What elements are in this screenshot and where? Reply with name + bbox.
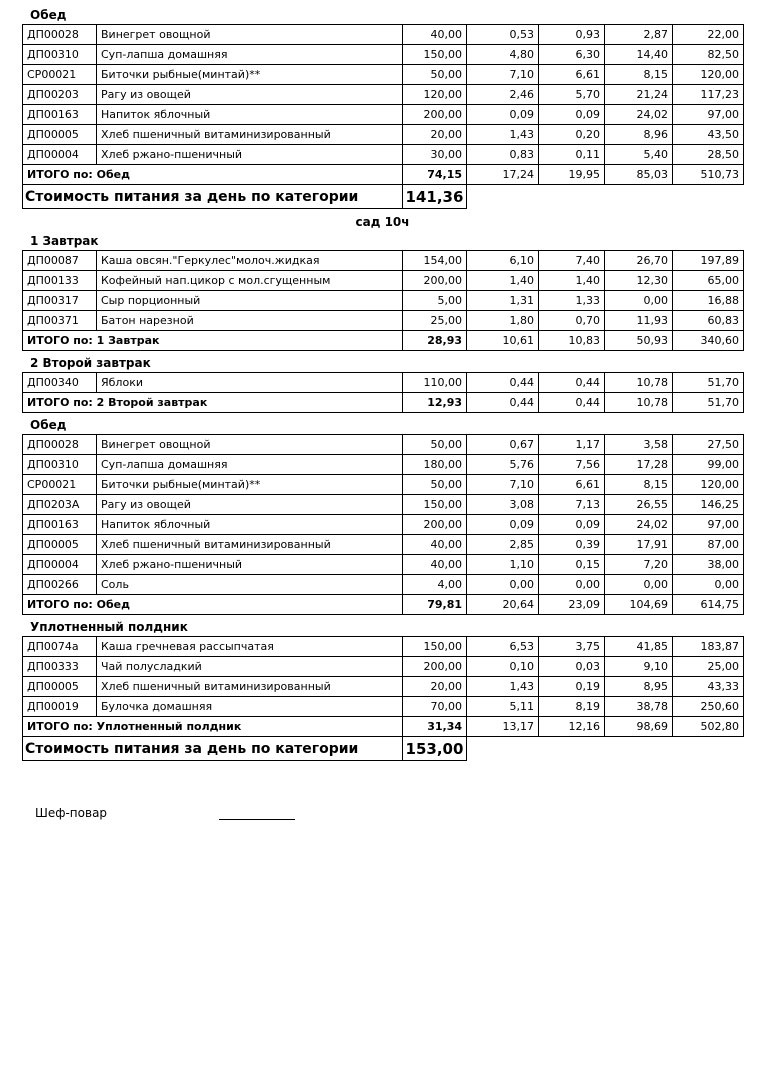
dish-row (23, 475, 744, 495)
menu-table (22, 372, 744, 413)
dish-code: ДП00004 (23, 555, 97, 575)
dish-name: Суп-лапша домашняя (97, 455, 403, 475)
dish-value: 99,00 (673, 455, 744, 475)
dish-code: ДП00333 (23, 657, 97, 677)
section-total-row (23, 595, 744, 615)
section-total-value: 51,70 (673, 393, 744, 413)
dish-value: 20,00 (403, 677, 467, 697)
dish-value: 87,00 (673, 535, 744, 555)
dish-value: 110,00 (403, 373, 467, 393)
dish-name: Соль (97, 575, 403, 595)
dish-value: 150,00 (403, 495, 467, 515)
dish-value: 5,76 (467, 455, 539, 475)
menu-sections-bottom (22, 234, 757, 737)
dish-name: Рагу из овощей (97, 85, 403, 105)
section-total-value: 13,17 (467, 717, 539, 737)
dish-value: 6,53 (467, 637, 539, 657)
section-total-value: 79,81 (403, 595, 467, 615)
dish-value: 6,61 (539, 65, 605, 85)
dish-name: Биточки рыбные(минтай)** (97, 65, 403, 85)
dish-value: 120,00 (673, 65, 744, 85)
section-total-label: ИТОГО по: Обед (23, 595, 403, 615)
dish-value: 5,00 (403, 291, 467, 311)
dish-row (23, 435, 744, 455)
dish-value: 0,00 (467, 575, 539, 595)
dish-row (23, 65, 744, 85)
dish-value: 40,00 (403, 535, 467, 555)
dish-value: 51,70 (673, 373, 744, 393)
section-title: Обед (30, 8, 67, 22)
section-total-value: 12,93 (403, 393, 467, 413)
dish-row (23, 45, 744, 65)
dish-code: ДП00317 (23, 291, 97, 311)
section-title: 2 Второй завтрак (30, 356, 151, 370)
dish-value: 3,58 (605, 435, 673, 455)
section-total-row (23, 393, 744, 413)
dish-code: ДП00133 (23, 271, 97, 291)
section-total-row (23, 165, 744, 185)
dish-value: 27,50 (673, 435, 744, 455)
dish-name: Биточки рыбные(минтай)** (97, 475, 403, 495)
chef-label: Шеф-повар (35, 806, 108, 820)
day-cost-table-2 (22, 736, 467, 761)
dish-value: 150,00 (403, 45, 467, 65)
dish-value: 8,96 (605, 125, 673, 145)
day-cost-value: 153,00 (403, 737, 467, 761)
section-title: Обед (30, 418, 67, 432)
dish-row (23, 555, 744, 575)
day-cost-label: Стоимость питания за день по категории (23, 737, 403, 761)
section-total-value: 74,15 (403, 165, 467, 185)
dish-value: 97,00 (673, 515, 744, 535)
dish-value: 146,25 (673, 495, 744, 515)
section-total-value: 85,03 (605, 165, 673, 185)
dish-value: 40,00 (403, 555, 467, 575)
section-total-value: 31,34 (403, 717, 467, 737)
dish-value: 7,20 (605, 555, 673, 575)
dish-value: 1,80 (467, 311, 539, 331)
dish-code: ДП00163 (23, 105, 97, 125)
dish-value: 0,67 (467, 435, 539, 455)
menu-table (22, 24, 744, 185)
dish-value: 200,00 (403, 657, 467, 677)
dish-code: ДП00203 (23, 85, 97, 105)
dish-name: Каша гречневая рассыпчатая (97, 637, 403, 657)
dish-row (23, 291, 744, 311)
section-total-value: 10,61 (467, 331, 539, 351)
dish-value: 6,61 (539, 475, 605, 495)
dish-value: 0,53 (467, 25, 539, 45)
dish-code: СР00021 (23, 475, 97, 495)
dish-code: ДП00310 (23, 45, 97, 65)
dish-value: 200,00 (403, 515, 467, 535)
dish-value: 22,00 (673, 25, 744, 45)
dish-value: 2,87 (605, 25, 673, 45)
dish-value: 197,89 (673, 251, 744, 271)
dish-value: 1,10 (467, 555, 539, 575)
menu-table (22, 250, 744, 351)
dish-row (23, 271, 744, 291)
menu-sections-top (22, 8, 757, 185)
dish-name: Винегрет овощной (97, 25, 403, 45)
section-total-value: 12,16 (539, 717, 605, 737)
dish-name: Чай полусладкий (97, 657, 403, 677)
dish-name: Сыр порционный (97, 291, 403, 311)
menu-table (22, 434, 744, 615)
dish-value: 60,83 (673, 311, 744, 331)
dish-value: 82,50 (673, 45, 744, 65)
dish-value: 0,09 (539, 515, 605, 535)
day-cost-row (23, 737, 467, 761)
dish-value: 0,20 (539, 125, 605, 145)
dish-value: 0,70 (539, 311, 605, 331)
dish-value: 180,00 (403, 455, 467, 475)
dish-value: 1,40 (467, 271, 539, 291)
dish-code: ДП00087 (23, 251, 97, 271)
dish-value: 7,40 (539, 251, 605, 271)
section-total-value: 28,93 (403, 331, 467, 351)
dish-value: 16,88 (673, 291, 744, 311)
dish-value: 41,85 (605, 637, 673, 657)
section-total-value: 510,73 (673, 165, 744, 185)
dish-code: СР00021 (23, 65, 97, 85)
dish-value: 150,00 (403, 637, 467, 657)
dish-code: ДП00266 (23, 575, 97, 595)
section-total-value: 614,75 (673, 595, 744, 615)
dish-name: Хлеб ржано-пшеничный (97, 555, 403, 575)
section-title: Уплотненный полдник (30, 620, 188, 634)
dish-name: Кофейный нап.цикор с мол.сгущенным (97, 271, 403, 291)
dish-value: 6,30 (539, 45, 605, 65)
dish-name: Винегрет овощной (97, 435, 403, 455)
dish-row (23, 251, 744, 271)
dish-row (23, 495, 744, 515)
dish-value: 5,70 (539, 85, 605, 105)
section-total-value: 10,78 (605, 393, 673, 413)
dish-code: ДП00028 (23, 25, 97, 45)
dish-value: 0,15 (539, 555, 605, 575)
dish-value: 0,00 (539, 575, 605, 595)
dish-code: ДП0203А (23, 495, 97, 515)
dish-value: 8,15 (605, 475, 673, 495)
dish-value: 17,28 (605, 455, 673, 475)
dish-row (23, 575, 744, 595)
dish-value: 5,11 (467, 697, 539, 717)
dish-value: 50,00 (403, 435, 467, 455)
dish-value: 3,75 (539, 637, 605, 657)
dish-value: 0,09 (467, 105, 539, 125)
dish-row (23, 637, 744, 657)
dish-row (23, 25, 744, 45)
dish-value: 70,00 (403, 697, 467, 717)
section-total-value: 19,95 (539, 165, 605, 185)
dish-row (23, 515, 744, 535)
dish-value: 7,10 (467, 475, 539, 495)
dish-value: 0,11 (539, 145, 605, 165)
dish-name: Хлеб пшеничный витаминизированный (97, 535, 403, 555)
dish-value: 0,09 (539, 105, 605, 125)
dish-code: ДП00163 (23, 515, 97, 535)
dish-value: 17,91 (605, 535, 673, 555)
dish-code: ДП00310 (23, 455, 97, 475)
dish-value: 4,00 (403, 575, 467, 595)
dish-name: Рагу из овощей (97, 495, 403, 515)
dish-row (23, 657, 744, 677)
dish-value: 38,00 (673, 555, 744, 575)
dish-value: 0,00 (605, 291, 673, 311)
dish-value: 11,93 (605, 311, 673, 331)
dish-value: 2,46 (467, 85, 539, 105)
dish-row (23, 311, 744, 331)
section-total-value: 10,83 (539, 331, 605, 351)
signature-line (219, 805, 295, 820)
dish-value: 2,85 (467, 535, 539, 555)
dish-value: 0,39 (539, 535, 605, 555)
menu-table (22, 636, 744, 737)
dish-value: 154,00 (403, 251, 467, 271)
section-total-label: ИТОГО по: 1 Завтрак (23, 331, 403, 351)
dish-value: 50,00 (403, 65, 467, 85)
dish-value: 25,00 (673, 657, 744, 677)
day-cost-table-1 (22, 184, 467, 209)
dish-row (23, 677, 744, 697)
dish-value: 0,00 (673, 575, 744, 595)
dish-value: 65,00 (673, 271, 744, 291)
dish-value: 183,87 (673, 637, 744, 657)
section-total-row (23, 717, 744, 737)
dish-value: 1,43 (467, 677, 539, 697)
dish-value: 14,40 (605, 45, 673, 65)
dish-code: ДП00005 (23, 535, 97, 555)
dish-value: 38,78 (605, 697, 673, 717)
dish-value: 10,78 (605, 373, 673, 393)
dish-code: ДП00004 (23, 145, 97, 165)
section-total-label: ИТОГО по: Уплотненный полдник (23, 717, 403, 737)
dish-value: 8,15 (605, 65, 673, 85)
dish-value: 200,00 (403, 105, 467, 125)
dish-value: 24,02 (605, 515, 673, 535)
dish-value: 0,83 (467, 145, 539, 165)
dish-value: 0,10 (467, 657, 539, 677)
signature-block (35, 805, 757, 820)
dish-value: 43,50 (673, 125, 744, 145)
dish-row (23, 373, 744, 393)
dish-value: 120,00 (673, 475, 744, 495)
dish-value: 1,17 (539, 435, 605, 455)
dish-value: 50,00 (403, 475, 467, 495)
dish-value: 1,33 (539, 291, 605, 311)
section-total-label: ИТОГО по: Обед (23, 165, 403, 185)
section-total-value: 20,64 (467, 595, 539, 615)
dish-value: 0,19 (539, 677, 605, 697)
dish-value: 0,09 (467, 515, 539, 535)
dish-value: 0,03 (539, 657, 605, 677)
dish-value: 0,93 (539, 25, 605, 45)
section-title: 1 Завтрак (30, 234, 99, 248)
dish-value: 43,33 (673, 677, 744, 697)
section-total-value: 50,93 (605, 331, 673, 351)
dish-value: 1,40 (539, 271, 605, 291)
dish-row (23, 455, 744, 475)
dish-code: ДП00340 (23, 373, 97, 393)
dish-value: 8,19 (539, 697, 605, 717)
dish-value: 21,24 (605, 85, 673, 105)
dish-value: 5,40 (605, 145, 673, 165)
dish-value: 200,00 (403, 271, 467, 291)
day-cost-value: 141,36 (403, 185, 467, 209)
dish-name: Напиток яблочный (97, 105, 403, 125)
section-total-value: 17,24 (467, 165, 539, 185)
dish-value: 0,44 (467, 373, 539, 393)
dish-value: 1,31 (467, 291, 539, 311)
dish-row (23, 125, 744, 145)
dish-value: 1,43 (467, 125, 539, 145)
dish-value: 117,23 (673, 85, 744, 105)
dish-code: ДП0074а (23, 637, 97, 657)
dish-value: 0,00 (605, 575, 673, 595)
dish-value: 26,55 (605, 495, 673, 515)
dish-name: Батон нарезной (97, 311, 403, 331)
dish-row (23, 145, 744, 165)
category-header: сад 10ч (355, 215, 410, 229)
dish-value: 250,60 (673, 697, 744, 717)
dish-name: Яблоки (97, 373, 403, 393)
section-total-value: 104,69 (605, 595, 673, 615)
dish-name: Хлеб пшеничный витаминизированный (97, 125, 403, 145)
dish-row (23, 85, 744, 105)
section-total-value: 0,44 (467, 393, 539, 413)
section-total-label: ИТОГО по: 2 Второй завтрак (23, 393, 403, 413)
dish-value: 9,10 (605, 657, 673, 677)
dish-value: 3,08 (467, 495, 539, 515)
section-total-value: 23,09 (539, 595, 605, 615)
dish-value: 6,10 (467, 251, 539, 271)
dish-name: Каша овсян."Геркулес"молоч.жидкая (97, 251, 403, 271)
dish-value: 26,70 (605, 251, 673, 271)
dish-row (23, 105, 744, 125)
dish-code: ДП00371 (23, 311, 97, 331)
dish-value: 12,30 (605, 271, 673, 291)
dish-value: 25,00 (403, 311, 467, 331)
day-cost-label: Стоимость питания за день по категории (23, 185, 403, 209)
dish-row (23, 535, 744, 555)
dish-row (23, 697, 744, 717)
dish-name: Хлеб ржано-пшеничный (97, 145, 403, 165)
dish-name: Булочка домашняя (97, 697, 403, 717)
dish-code: ДП00005 (23, 125, 97, 145)
section-total-value: 340,60 (673, 331, 744, 351)
dish-code: ДП00028 (23, 435, 97, 455)
dish-value: 30,00 (403, 145, 467, 165)
dish-code: ДП00005 (23, 677, 97, 697)
dish-value: 120,00 (403, 85, 467, 105)
dish-value: 7,13 (539, 495, 605, 515)
dish-value: 24,02 (605, 105, 673, 125)
dish-value: 7,56 (539, 455, 605, 475)
dish-value: 40,00 (403, 25, 467, 45)
dish-name: Напиток яблочный (97, 515, 403, 535)
dish-name: Хлеб пшеничный витаминизированный (97, 677, 403, 697)
dish-value: 97,00 (673, 105, 744, 125)
section-total-value: 502,80 (673, 717, 744, 737)
section-total-value: 0,44 (539, 393, 605, 413)
dish-value: 28,50 (673, 145, 744, 165)
dish-value: 0,44 (539, 373, 605, 393)
dish-name: Суп-лапша домашняя (97, 45, 403, 65)
dish-value: 20,00 (403, 125, 467, 145)
dish-value: 7,10 (467, 65, 539, 85)
section-total-value: 98,69 (605, 717, 673, 737)
day-cost-row (23, 185, 467, 209)
section-total-row (23, 331, 744, 351)
dish-value: 8,95 (605, 677, 673, 697)
dish-value: 4,80 (467, 45, 539, 65)
dish-code: ДП00019 (23, 697, 97, 717)
